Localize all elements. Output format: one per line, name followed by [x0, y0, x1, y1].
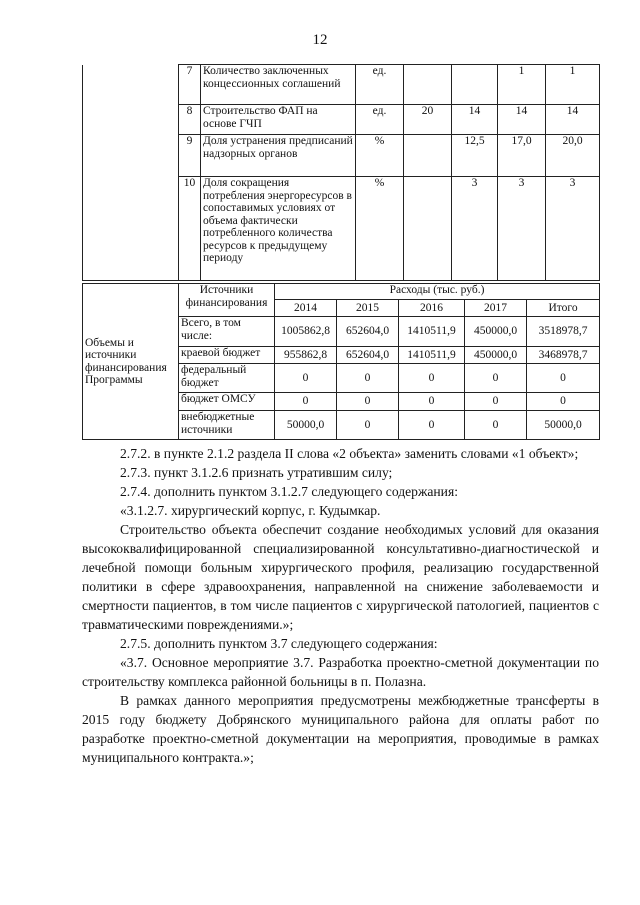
finance-value: 0 [465, 411, 527, 440]
paragraph: 2.7.4. дополнить пунктом 3.1.2.7 следующего содержания: [120, 484, 458, 499]
indicator-2016: 3 [498, 177, 546, 281]
indicator-name: Доля сокращения потребления энергоресурсов в сопоставимых условиях от объема фактически потребленного количества ресурсов к предыдущему периоду [201, 177, 356, 281]
finance-value: 955862,8 [275, 347, 337, 364]
finance-value: 50000,0 [275, 411, 337, 440]
expenses-header: Расходы (тыс. руб.) [275, 284, 600, 300]
finance-section-label: Объемы и источники финансирования Программы [83, 284, 179, 440]
finance-row-label: бюджет ОМСУ [179, 393, 275, 411]
indicator-2014 [404, 65, 452, 105]
year-header: 2017 [465, 300, 527, 317]
finance-row-label: Всего, в том числе: [179, 317, 275, 347]
indicators-table [82, 64, 600, 281]
indicator-2015 [452, 65, 498, 105]
finance-value: 0 [527, 364, 600, 393]
paragraph: В рамках данного мероприятия предусмотрены межбюджетные трансферты в 2015 году бюджету Добрянского муниципального района для оплаты работ по разработке проектно-сметной документации на мероприятия, проводимые в рамках муниципального контракта.»; [82, 693, 599, 765]
indicator-2015: 12,5 [452, 135, 498, 177]
finance-value: 3468978,7 [527, 347, 600, 364]
year-header: 2014 [275, 300, 337, 317]
finance-value: 1005862,8 [275, 317, 337, 347]
finance-value: 450000,0 [465, 347, 527, 364]
year-header: 2016 [399, 300, 465, 317]
paragraph: 2.7.5. дополнить пунктом 3.7 следующего содержания: [120, 636, 438, 651]
indicator-2014 [404, 135, 452, 177]
indicator-name: Доля устранения предписаний надзорных органов [201, 135, 356, 177]
finance-value: 0 [337, 393, 399, 411]
empty-label-cell [83, 65, 179, 281]
finance-value: 3518978,7 [527, 317, 600, 347]
indicator-total: 1 [546, 65, 600, 105]
indicator-number: 10 [179, 177, 201, 281]
finance-value: 0 [337, 364, 399, 393]
indicator-name: Строительство ФАП на основе ГЧП [201, 105, 356, 135]
year-header: 2015 [337, 300, 399, 317]
indicator-2016: 17,0 [498, 135, 546, 177]
indicator-2014: 20 [404, 105, 452, 135]
indicator-total: 3 [546, 177, 600, 281]
finance-header-row [83, 284, 600, 300]
finance-value: 652604,0 [337, 347, 399, 364]
indicator-unit: % [356, 135, 404, 177]
finance-value: 0 [465, 393, 527, 411]
indicator-unit: ед. [356, 65, 404, 105]
indicator-unit: % [356, 177, 404, 281]
body-text [82, 444, 599, 767]
finance-value: 1410511,9 [399, 347, 465, 364]
indicator-2015: 3 [452, 177, 498, 281]
finance-value: 0 [275, 364, 337, 393]
finance-value: 0 [275, 393, 337, 411]
finance-value: 0 [399, 364, 465, 393]
finance-value: 0 [465, 364, 527, 393]
paragraph: «3.1.2.7. хирургический корпус, г. Кудымкар. [120, 503, 381, 518]
indicator-number: 9 [179, 135, 201, 177]
indicator-total: 20,0 [546, 135, 600, 177]
indicator-2015: 14 [452, 105, 498, 135]
indicator-2016: 14 [498, 105, 546, 135]
finance-table [82, 283, 600, 440]
paragraph: Строительство объекта обеспечит создание необходимых условий для оказания высококвалифицированной специализированной консультативно-диагностической и лечебной помощи больным хирургического профиля, реализацию государственной политики в сфере здравоохранения, направленной на снижение заболеваемости и смертности пациентов, в том числе пациентов с хирургической патологией, пациентов с травматическими повреждениями.»; [82, 522, 599, 632]
indicator-number: 8 [179, 105, 201, 135]
paragraph: «3.7. Основное мероприятие 3.7. Разработка проектно-сметной документации по строительству комплекса районной больницы в п. Полазна. [82, 655, 599, 689]
finance-value: 0 [527, 393, 600, 411]
indicator-number: 7 [179, 65, 201, 105]
sources-header: Источники финансирования [179, 284, 275, 317]
paragraph: 2.7.3. пункт 3.1.2.6 признать утратившим силу; [120, 465, 393, 480]
page-number: 12 [312, 32, 328, 48]
indicator-2014 [404, 177, 452, 281]
finance-value: 450000,0 [465, 317, 527, 347]
finance-value: 652604,0 [337, 317, 399, 347]
indicator-unit: ед. [356, 105, 404, 135]
finance-row-label: внебюджетные источники [179, 411, 275, 440]
paragraph: 2.7.2. в пункте 2.1.2 раздела II слова «2 объекта» заменить словами «1 объект»; [120, 446, 579, 461]
total-header: Итого [527, 300, 600, 317]
finance-value: 0 [337, 411, 399, 440]
finance-value: 0 [399, 411, 465, 440]
finance-row-label: федеральный бюджет [179, 364, 275, 393]
indicator-name: Количество заключенных концессионных соглашений [201, 65, 356, 105]
finance-value: 0 [399, 393, 465, 411]
finance-value: 1410511,9 [399, 317, 465, 347]
indicator-total: 14 [546, 105, 600, 135]
finance-row-label: краевой бюджет [179, 347, 275, 364]
finance-value: 50000,0 [527, 411, 600, 440]
indicator-2016: 1 [498, 65, 546, 105]
indicator-row [83, 65, 600, 105]
